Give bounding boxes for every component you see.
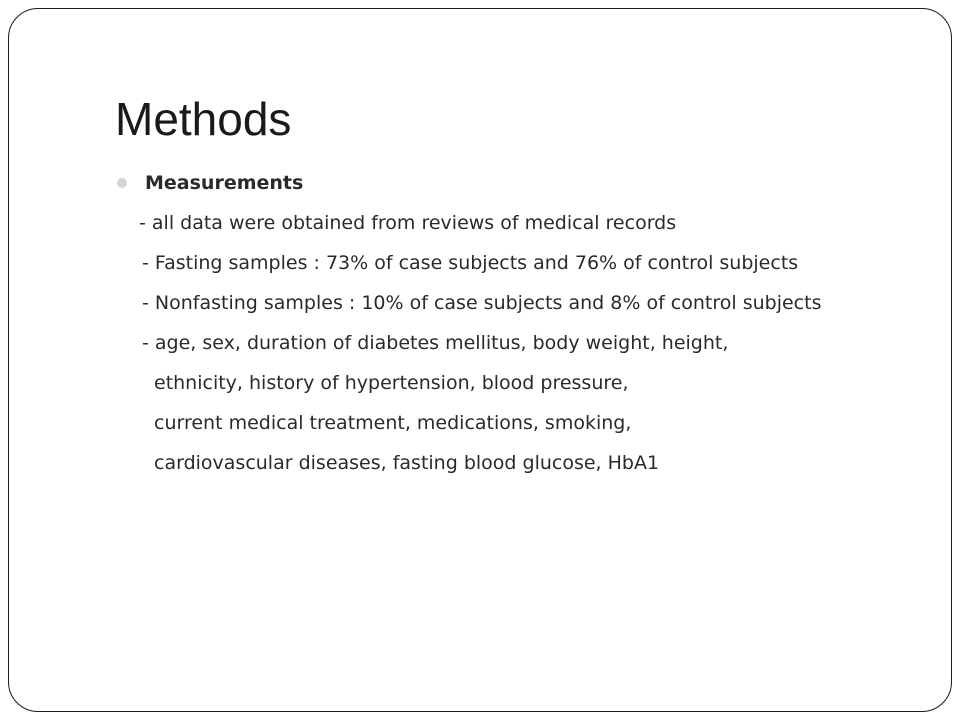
body-line-5: ethnicity, history of hypertension, blood pressure, (154, 372, 629, 394)
body-line-1: - all data were obtained from reviews of medical records (139, 212, 677, 234)
body-line-6: current medical treatment, medications, smoking, (154, 412, 632, 434)
slide-frame (8, 8, 952, 712)
body-line-3: - Nonfasting samples : 10% of case subjects and 8% of control subjects (142, 292, 822, 314)
slide-title: Methods (115, 93, 292, 145)
body-line-2: - Fasting samples : 73% of case subjects and 76% of control subjects (142, 252, 799, 274)
body-line-4: - age, sex, duration of diabetes mellitus, body weight, height, (142, 332, 729, 354)
body-line-7: cardiovascular diseases, fasting blood glucose, HbA1 (154, 452, 660, 474)
bullet-dot-icon (117, 178, 127, 188)
bullet-heading: Measurements (145, 172, 304, 194)
